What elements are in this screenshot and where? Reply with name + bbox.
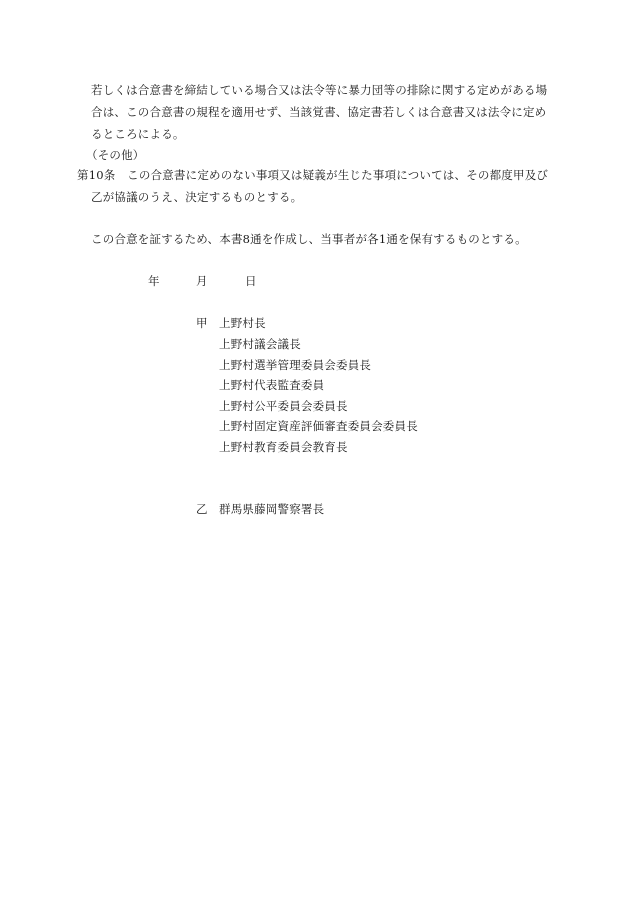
continuation-line-2: 合は、この合意書の規程を適用せず、当該覚書、協定書若しくは合意書又は法令に定め — [91, 105, 547, 119]
party-b-name: 群馬県藤岡警察署長 — [219, 502, 325, 516]
party-a-name-6: 上野村固定資産評価審査委員会委員長 — [219, 419, 418, 433]
party-a-name-5: 上野村公平委員会委員長 — [219, 399, 348, 413]
article-10-line-1: 第10条 この合意書に定めのない事項又は疑義が生じた事項については、その都度甲及び — [77, 168, 549, 182]
party-b-label: 乙 — [196, 502, 208, 516]
party-a-label: 甲 — [196, 316, 208, 330]
article-caption: （その他） — [86, 148, 145, 162]
date-year: 年 — [148, 274, 160, 288]
continuation-line-1: 若しくは合意書を締結している場合又は法令等に暴力団等の排除に関する定めがある場 — [91, 83, 548, 97]
party-a-name-2: 上野村議会議長 — [219, 337, 301, 351]
date-day: 日 — [245, 274, 257, 288]
party-a-name-4: 上野村代表監査委員 — [219, 378, 325, 392]
article-10-line-2: 乙が協議のうえ、決定するものとする。 — [91, 190, 303, 204]
party-a-name-7: 上野村教育委員会教育長 — [219, 440, 348, 454]
continuation-line-3: るところによる。 — [91, 127, 185, 141]
closing-statement: この合意を証するため、本書8通を作成し、当事者が各1通を保有するものとする。 — [91, 232, 527, 246]
party-a-name-3: 上野村選挙管理委員会委員長 — [219, 358, 372, 372]
party-a-name-1: 上野村長 — [219, 316, 266, 330]
date-month: 月 — [196, 274, 208, 288]
